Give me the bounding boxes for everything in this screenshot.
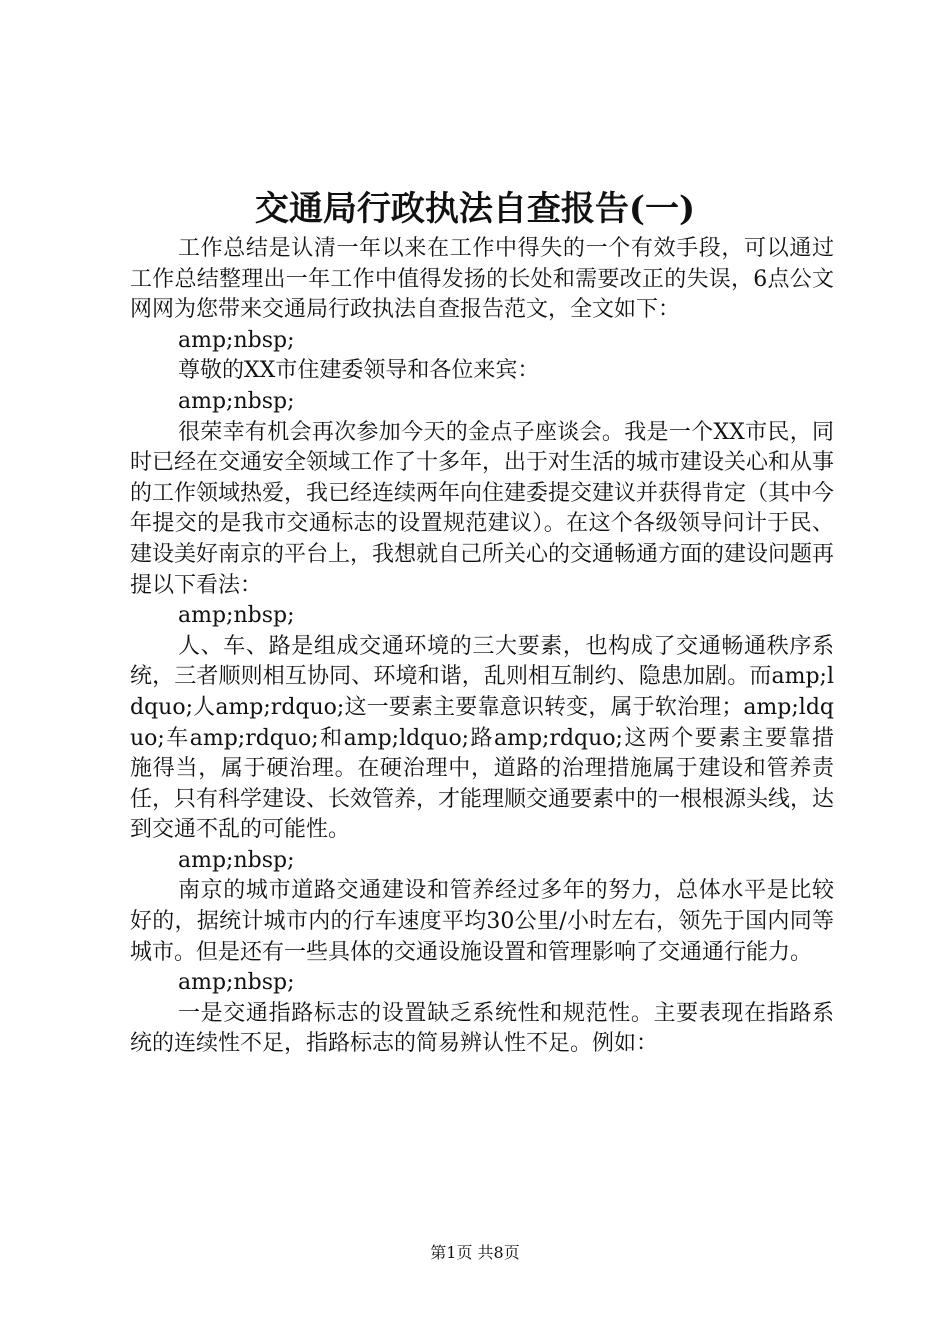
paragraph-nanjing-roads: 南京的城市道路交通建设和管养经过多年的努力，总体水平是比较好的，据统计城市内的行车速度平均30公里/小时左右，领先于国内同等城市。但是还有一些具体的交通设施设置和管理影响了交通通行能力。 xyxy=(130,878,834,965)
paragraph-nbsp: amp;nbsp; xyxy=(178,970,295,996)
paragraph-issue-one: 一是交通指路标志的设置缺乏系统性和规范性。主要表现在指路系统的连续性不足，指路标志的简易辨认性不足。例如： xyxy=(130,1000,834,1057)
paragraph-nbsp: amp;nbsp; xyxy=(178,388,295,414)
document-title: 交通局行政执法自查报告(一) xyxy=(254,189,696,229)
paragraph-salutation: 尊敬的XX市住建委领导和各位来宾： xyxy=(178,358,540,384)
paragraph-nbsp: amp;nbsp; xyxy=(178,603,295,629)
document-body xyxy=(130,234,834,1060)
paragraph-intro: 工作总结是认清一年以来在工作中得失的一个有效手段，可以通过工作总结整理出一年工作中值得发扬的长处和需要改正的失误，6点公文网网为您带来交通局行政执法自查报告范文，全文如下： xyxy=(130,236,834,323)
paragraph-opening: 很荣幸有机会再次参加今天的金点子座谈会。我是一个XX市民，同时已经在交通安全领域工作了十多年，出于对生活的城市建设关心和从事的工作领域热爱，我已经连续两年向住建委提交建议并获得肯定（其中今年提交的是我市交通标志的设置规范建议）。在这个各级领导问计于民、建设美好南京的平台上，我想就自己所关心的交通畅通方面的建设问题再提以下看法： xyxy=(130,419,835,598)
page-footer: 第1页 共8页 xyxy=(430,1243,520,1262)
paragraph-nbsp: amp;nbsp; xyxy=(178,847,295,873)
paragraph-traffic-elements: 人、车、路是组成交通环境的三大要素，也构成了交通畅通秩序系统，三者顺则相互协同、环境和谐，乱则相互制约、隐患加剧。而amp;ldquo;人amp;rdquo;这一要素主要靠意识转变，属于软治理；amp;ldquo;车amp;rdquo;和amp;ldquo;路amp;rdquo;这两个要素主要靠措施得当，属于硬治理。在硬治理中，道路的治理措施属于建设和管养责任，只有科学建设、长效管养，才能理顺交通要素中的一根根源头线，达到交通不乱的可能性。 xyxy=(130,633,835,843)
paragraph-nbsp: amp;nbsp; xyxy=(178,327,295,353)
